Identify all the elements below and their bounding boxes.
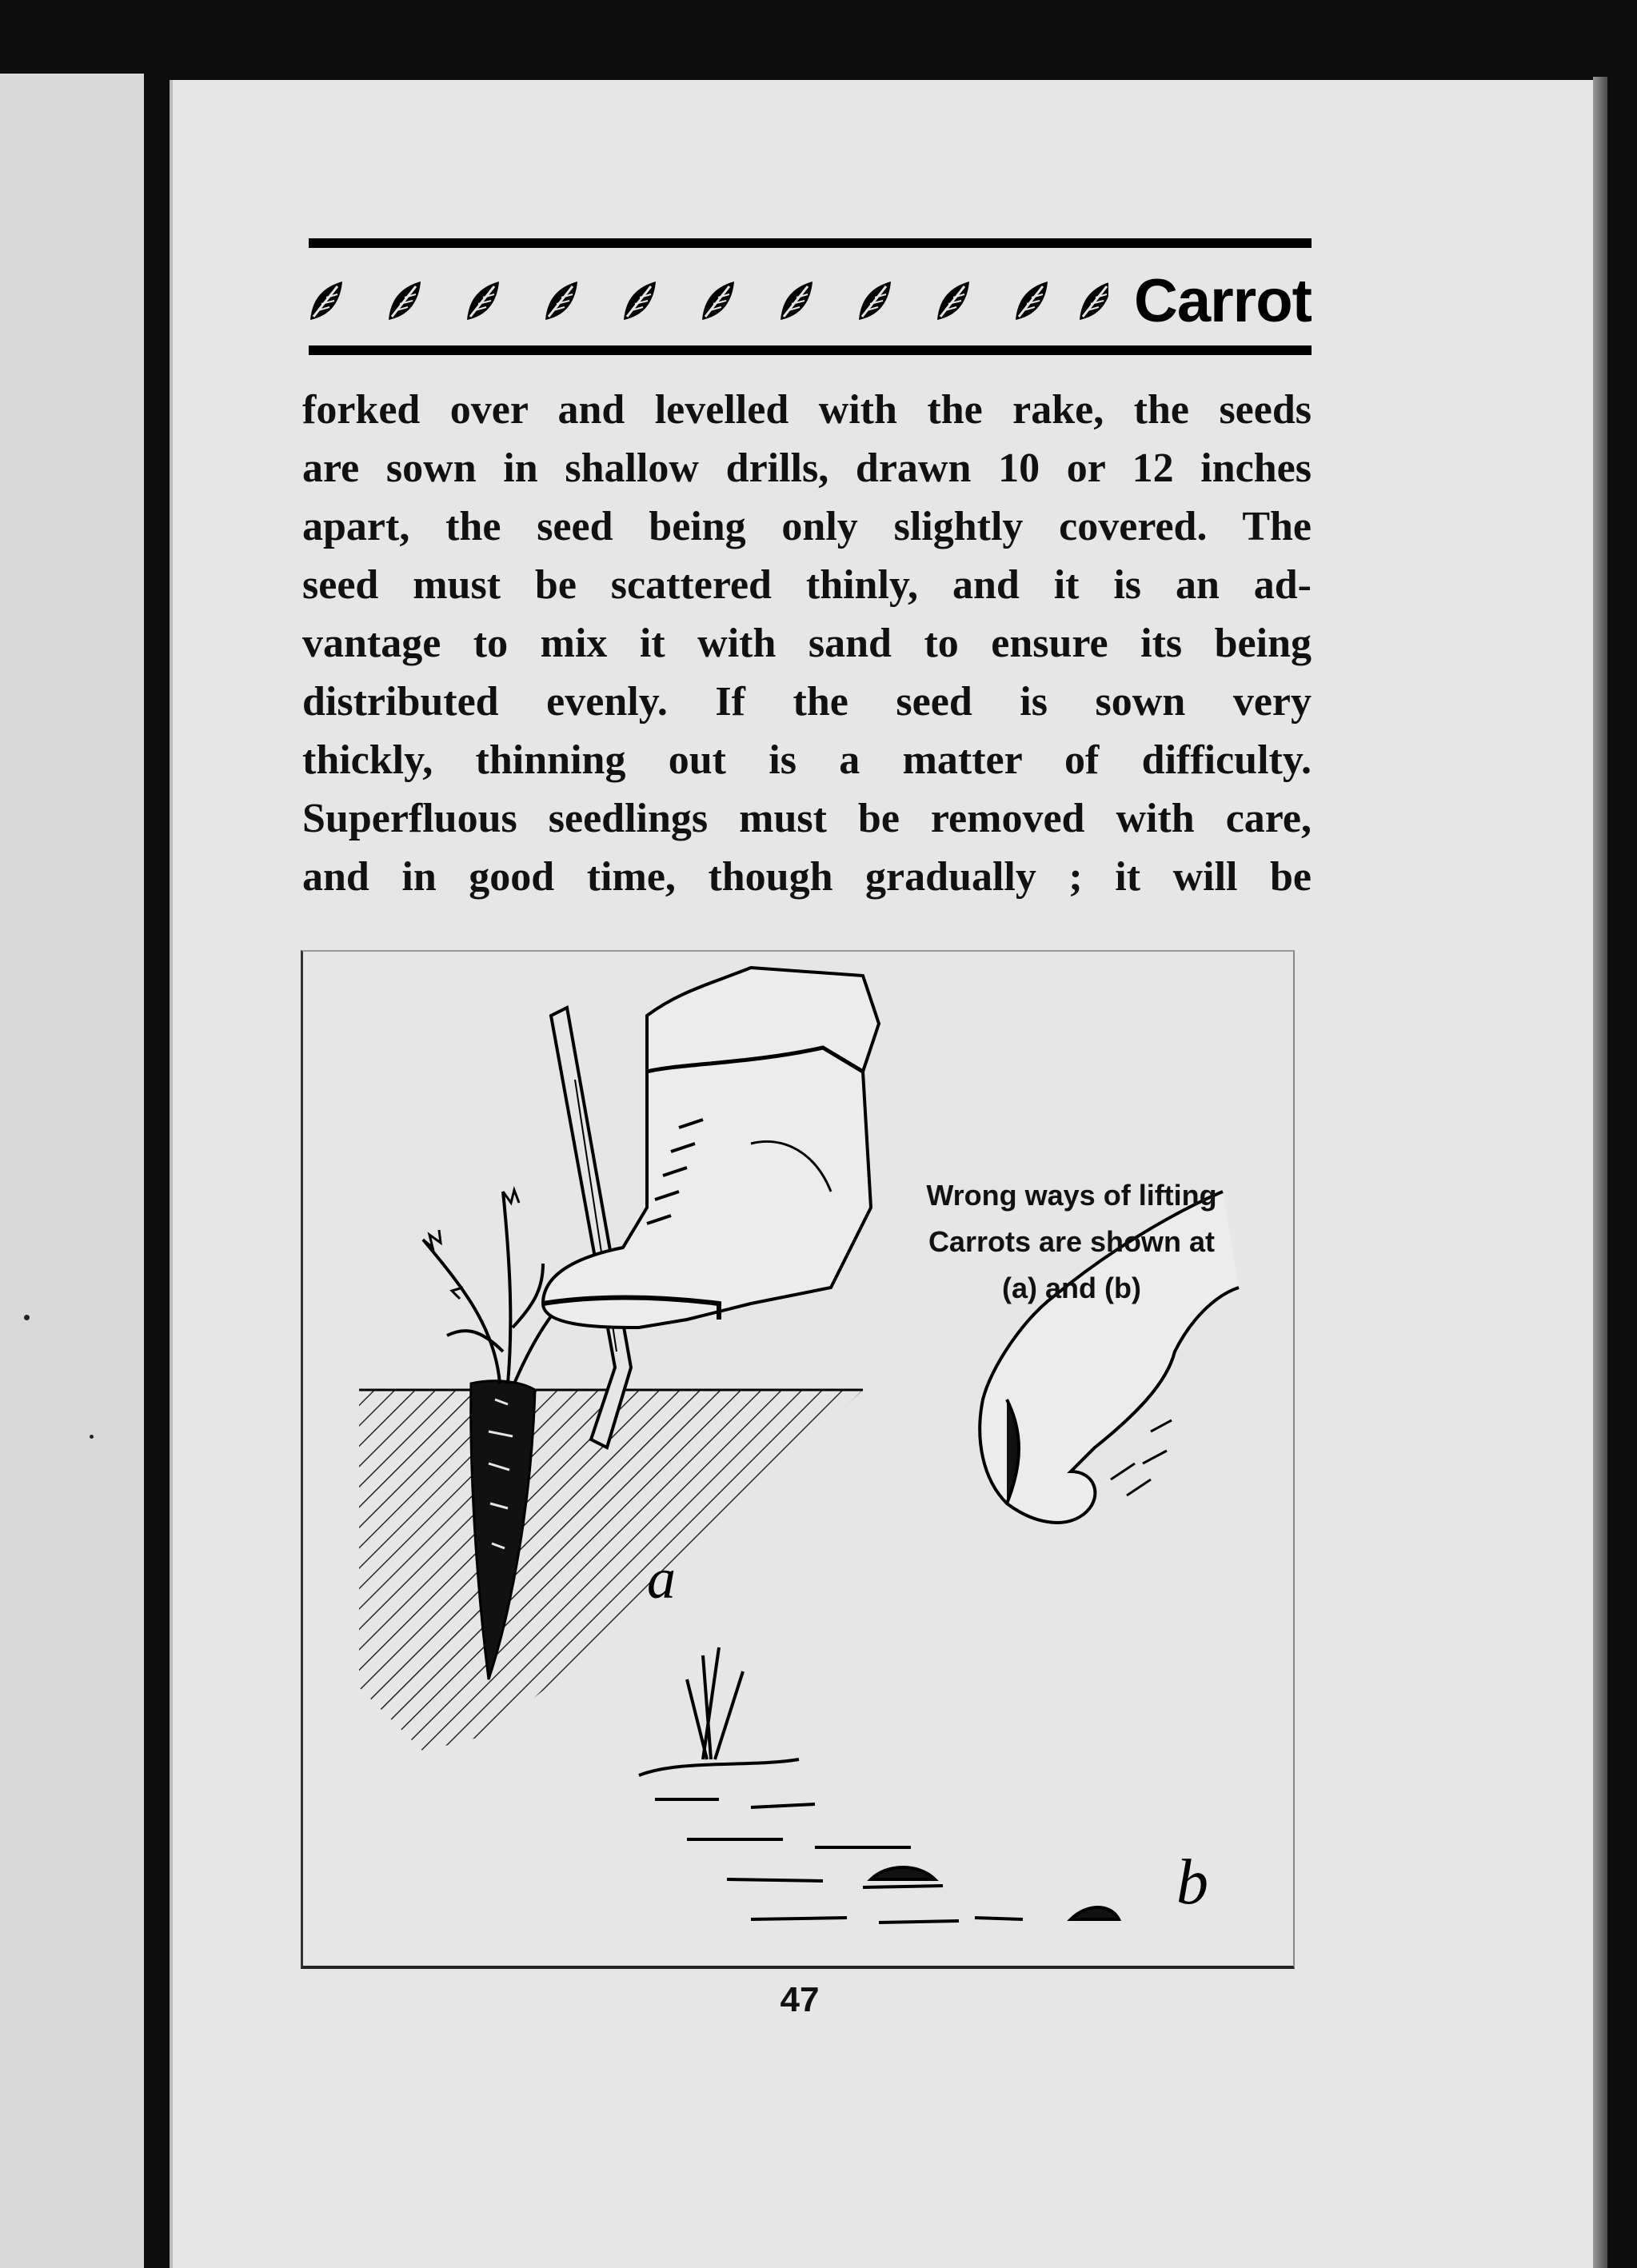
running-header: [309, 264, 1312, 341]
text-line: seed must be scattered thinly, and it is an ad-: [302, 562, 1312, 608]
page-number: 47: [780, 1980, 820, 2019]
ink-spot: [90, 1435, 94, 1439]
caption-line: (a) and (b): [1002, 1272, 1141, 1304]
text-line: distributed evenly. If the seed is sown very: [302, 679, 1312, 725]
ink-spot: [24, 1315, 30, 1320]
text-line: and in good time, though gradually ; it will be: [302, 854, 1312, 900]
caption-line: Carrots are shown at: [928, 1225, 1216, 1258]
page-title: Carrot: [1133, 267, 1312, 335]
label-a: a: [647, 1547, 676, 1611]
text-line: thickly, thinning out is a matter of difficulty.: [302, 737, 1312, 783]
text-line: Superfluous seedlings must be removed with care,: [302, 796, 1312, 841]
text-line: are sown in shallow drills, drawn 10 or 12 inches: [302, 445, 1312, 491]
figure-caption: [888, 1172, 1256, 1312]
soil-hatching: [359, 1390, 863, 1751]
text-line: vantage to mix it with sand to ensure its being: [302, 621, 1312, 666]
carrot-lifting-illustration: [303, 952, 1293, 1966]
left-page-edge: [0, 74, 144, 2268]
leaf-ornament-row: [309, 278, 1108, 326]
spade-drawing: [551, 1008, 631, 1447]
illustration-figure: [301, 950, 1295, 1969]
text-line: apart, the seed being only slightly covered. The: [302, 504, 1312, 549]
ground-marks: [655, 1799, 1119, 1923]
page-edge-shadow: [1593, 77, 1607, 2268]
text-line: forked over and levelled with the rake, the seeds: [302, 387, 1312, 433]
label-b: b: [1176, 1847, 1208, 1918]
seedling-drawing: [639, 1647, 799, 1775]
header-rule-top: [309, 238, 1312, 248]
leaf-icon-strip: [309, 278, 1108, 326]
header-rule-bottom: [309, 345, 1312, 355]
body-paragraph: [302, 381, 1312, 906]
caption-line: Wrong ways of lifting: [926, 1179, 1217, 1212]
